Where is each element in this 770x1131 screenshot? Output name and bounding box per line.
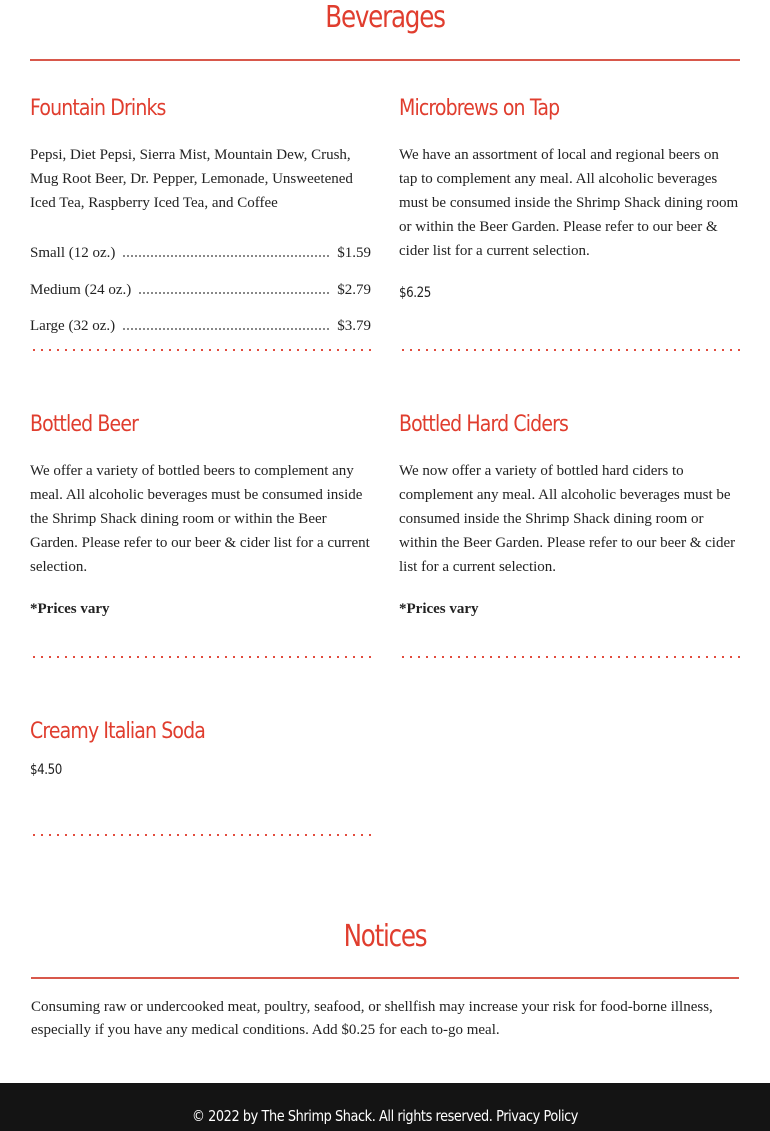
size-label: Medium (24 oz.) xyxy=(30,281,132,298)
size-label: Small (12 oz.) xyxy=(30,245,116,261)
size-price: $3.79 xyxy=(337,318,371,334)
bottled-beer-card xyxy=(30,412,371,618)
microbrews-price: $6.25 xyxy=(399,285,431,301)
beverages-divider xyxy=(30,59,740,61)
italian-soda-title: Creamy Italian Soda xyxy=(30,719,206,744)
privacy-policy-link[interactable]: Privacy Policy xyxy=(496,1107,579,1125)
italian-soda-card xyxy=(30,719,371,778)
fountain-drinks-description: Pepsi, Diet Pepsi, Sierra Mist, Mountain Dew, Crush, Mug Root Beer, Dr. Pepper, Lemonade, Unsweetened Iced Tea, Raspberry Iced Tea, and Coffee xyxy=(30,147,353,211)
hard-ciders-note: *Prices vary xyxy=(399,601,479,617)
fountain-sizes-list xyxy=(30,243,371,353)
microbrews-description: We have an assortment of local and regional beers on tap to complement any meal. All alcoholic beverages must be consumed inside the Shrimp Shack dining room or within the Beer Garden. Please refer to our beer & cider list for a current selection. xyxy=(399,147,739,259)
bottled-beer-description: We offer a variety of bottled beers to complement any meal. All alcoholic beverages must be consumed inside the Shrimp Shack dining room or within the Beer Garden. Please refer to our beer & cider list for a current selection. xyxy=(30,463,370,575)
italian-soda-price: $4.50 xyxy=(30,762,62,778)
fountain-drinks-title: Fountain Drinks xyxy=(30,96,166,121)
size-row-small xyxy=(30,243,371,280)
italian-soda-separator xyxy=(30,834,371,836)
hard-ciders-card xyxy=(399,412,740,618)
bottled-beer-note: *Prices vary xyxy=(30,601,110,617)
size-price: $1.59 xyxy=(337,245,371,261)
footer xyxy=(0,1083,770,1131)
beverages-title: Beverages xyxy=(325,0,445,35)
size-row-medium xyxy=(30,280,371,317)
size-label: Large (32 oz.) xyxy=(30,318,116,334)
leader-dots xyxy=(123,318,329,330)
microbrews-card xyxy=(399,96,740,301)
notices-title: Notices xyxy=(343,919,427,954)
size-row-large xyxy=(30,316,371,353)
leader-dots xyxy=(123,245,329,257)
microbrews-title: Microbrews on Tap xyxy=(399,96,560,121)
fountain-drinks-card xyxy=(30,96,371,353)
notices-divider xyxy=(31,977,739,979)
footer-text xyxy=(54,1107,716,1125)
hard-ciders-title: Bottled Hard Ciders xyxy=(399,412,569,437)
fountain-separator xyxy=(30,349,371,351)
copyright-text: © 2022 by The Shrimp Shack. All rights reserved. xyxy=(191,1107,493,1125)
notices-text: Consuming raw or undercooked meat, poultry, seafood, or shellfish may increase your risk for food-borne illness, especially if you have any medical conditions. Add $0.25 for each to-go meal. xyxy=(31,999,713,1038)
microbrews-separator xyxy=(399,349,740,351)
bottled-beer-title: Bottled Beer xyxy=(30,412,139,437)
size-price: $2.79 xyxy=(337,281,371,298)
leader-dots xyxy=(139,282,329,294)
bottled-beer-separator xyxy=(30,656,371,658)
hard-ciders-description: We now offer a variety of bottled hard ciders to complement any meal. All alcoholic beverages must be consumed inside the Shrimp Shack dining room or within the Beer Garden. Please refer to our beer & cider list for a current selection. xyxy=(399,463,736,575)
hard-ciders-separator xyxy=(399,656,740,658)
